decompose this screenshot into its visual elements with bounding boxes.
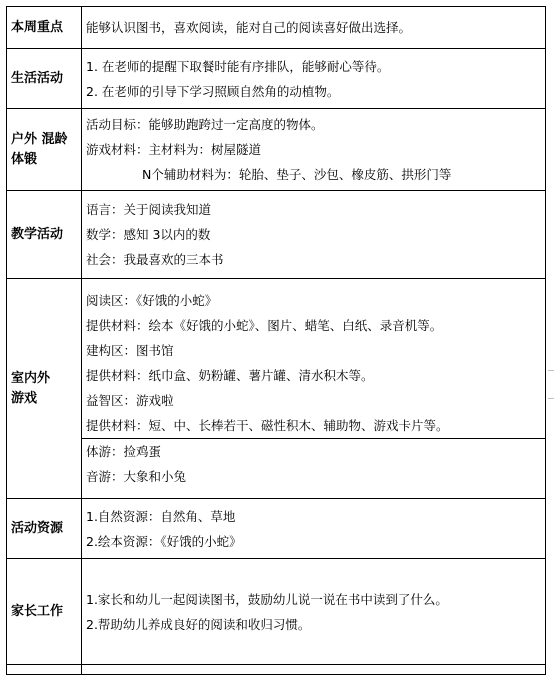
empty-content-cell <box>82 665 546 675</box>
sports-game-item: 体游：捡鸡蛋 <box>86 444 162 459</box>
empty-label-cell <box>7 665 82 675</box>
outdoor-aux-material: N个辅助材料为：轮胎、垫子、沙包、橡皮筋、拱形门等 <box>142 167 452 182</box>
resource-item: 1.自然资源：自然角、草地 <box>86 508 236 524</box>
label-outdoor-line2: 体锻 <box>11 151 38 167</box>
page-edge-marker <box>548 370 554 371</box>
label-life-activities: 生活活动 <box>7 49 82 109</box>
resource-item: 2.绘本资源：《好饿的小蛇》 <box>86 533 242 549</box>
life-item: 2. 在老师的引导下学习照顾自然角的动植物。 <box>86 83 340 99</box>
play-area-item: 阅读区：《好饿的小蛇》 <box>86 293 218 308</box>
weekly-focus-text: 能够认识图书，喜欢阅读，能对自己的阅读喜好做出选择。 <box>86 20 412 35</box>
life-item: 1. 在老师的提醒下取餐时能有序排队，能够耐心等待。 <box>86 58 390 74</box>
row-teaching-activities <box>7 191 546 279</box>
page-edge-marker <box>548 398 554 399</box>
label-outdoor-exercise <box>7 109 82 191</box>
row-indoor-outdoor-games <box>7 279 546 499</box>
label-indoor-outdoor-games <box>7 279 82 499</box>
outdoor-main-material: 游戏材料：主材料为：树屋隧道 <box>86 142 262 157</box>
row-empty-trailing <box>7 665 546 675</box>
row-parent-work <box>7 559 546 665</box>
teaching-item: 社会：我最喜欢的三本书 <box>86 252 224 267</box>
row-weekly-focus <box>7 7 546 49</box>
label-activity-resources: 活动资源 <box>7 499 82 559</box>
label-games-line2: 游戏 <box>11 390 38 406</box>
parent-work-item: 2.帮助幼儿养成良好的阅读和收归习惯。 <box>86 616 311 632</box>
teaching-item: 语言：关于阅读我知道 <box>86 202 212 217</box>
row-life-activities <box>7 49 546 109</box>
play-area-item: 提供材料：纸巾盒、奶粉罐、薯片罐、清水积木等。 <box>86 368 374 383</box>
play-area-item: 建构区：图书馆 <box>86 343 174 358</box>
label-weekly-focus: 本周重点 <box>7 7 82 49</box>
play-area-item: 提供材料：短、中、长棒若干、磁性积木、辅助物、游戏卡片等。 <box>86 418 449 433</box>
parent-work-item: 1.家长和幼儿一起阅读图书，鼓励幼儿说一说在书中读到了什么。 <box>86 591 448 607</box>
label-outdoor-line1: 户外 混龄 <box>11 131 68 147</box>
outdoor-goal: 活动目标：能够助跑跨过一定高度的物体。 <box>86 117 324 132</box>
row-activity-resources <box>7 499 546 559</box>
label-games-line1: 室内外 <box>11 370 51 386</box>
row-outdoor-exercise <box>7 109 546 191</box>
weekly-plan-table <box>6 6 546 675</box>
label-parent-work: 家长工作 <box>7 559 82 665</box>
sports-game-item: 音游：大象和小兔 <box>86 469 187 484</box>
label-teaching-activities: 教学活动 <box>7 191 82 279</box>
play-area-item: 提供材料：绘本《好饿的小蛇》、图片、蜡笔、白纸、录音机等。 <box>86 318 443 333</box>
teaching-item: 数学：感知 3以内的数 <box>86 227 211 242</box>
play-area-item: 益智区：游戏啦 <box>86 393 174 408</box>
